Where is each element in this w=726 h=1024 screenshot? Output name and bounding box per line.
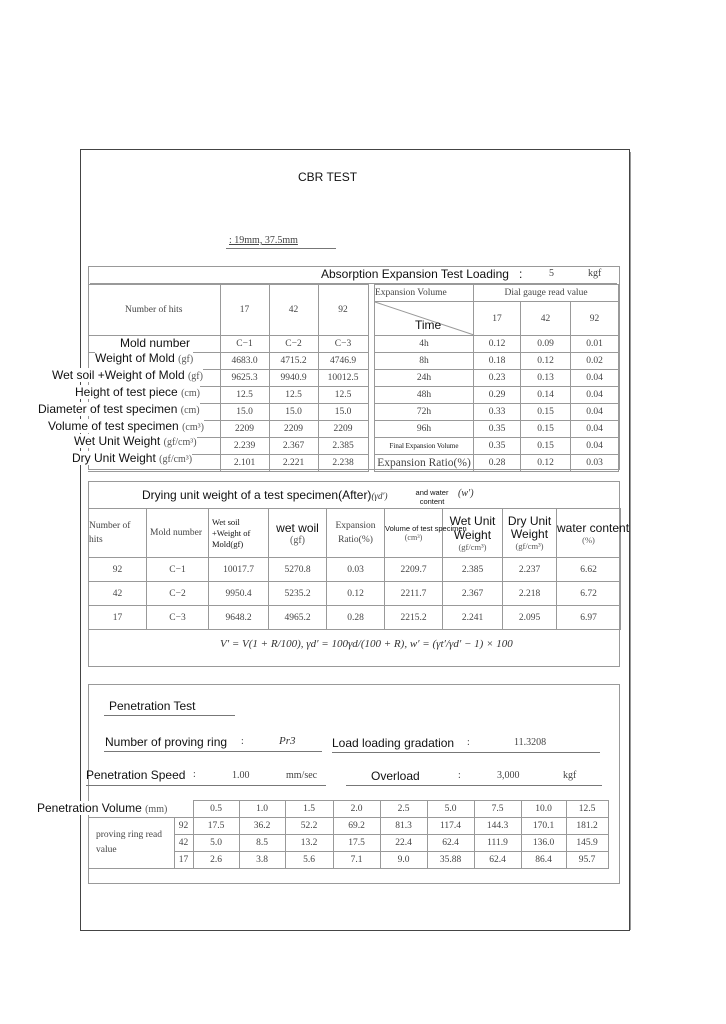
drying-row1-wet-soil: 10017.7 <box>209 558 269 582</box>
penetration-speed-unit: mm/sec <box>286 770 318 781</box>
dial-24h-17: 0.23 <box>474 370 521 387</box>
pen-42-0: 5.0 <box>193 835 239 852</box>
wet-soil-2: 9940.9 <box>269 370 318 387</box>
dial-48h-92: 0.04 <box>571 387 619 404</box>
drying-row3-hits: 17 <box>89 606 147 630</box>
pen-92-2: 52.2 <box>285 818 333 835</box>
drying-row3-dry-unit: 2.095 <box>503 606 557 630</box>
height-3: 12.5 <box>318 387 368 404</box>
drying-header-wet-woil: wet woil (gf) <box>269 509 327 558</box>
max-particle-size: : 19mm, 37.5mm <box>229 235 298 246</box>
proving-ring-label: Number of proving ring <box>105 735 228 749</box>
pen-17-0: 2.6 <box>193 852 239 869</box>
time-24h: 24h <box>375 370 474 387</box>
drying-row1-wet-unit: 2.385 <box>443 558 503 582</box>
time-72h: 72h <box>375 404 474 421</box>
dial-24h-92: 0.04 <box>571 370 619 387</box>
drying-header-mold: Mold number <box>147 509 209 558</box>
drying-water-symbol: (w′) <box>458 488 474 499</box>
final-expansion-42: 0.15 <box>521 438 571 455</box>
mold-number-3: C−3 <box>318 336 368 353</box>
time-48h: 48h <box>375 387 474 404</box>
drying-row2-wet-soil: 9950.4 <box>209 582 269 606</box>
pen-42-6: 111.9 <box>474 835 521 852</box>
pen-17-7: 86.4 <box>521 852 566 869</box>
time-8h: 8h <box>375 353 474 370</box>
drying-formula: V′ = V(1 + R/100), γd′ = 100γd/(100 + R), w′ = (γt′/γd′ − 1) × 100 <box>220 638 513 650</box>
mold-number-label: Mold number <box>120 336 191 350</box>
drying-row3-wet-woil: 4965.2 <box>269 606 327 630</box>
absorption-loading-label: Absorption Expansion Test Loading <box>321 267 509 281</box>
pen-92-7: 170.1 <box>521 818 566 835</box>
hits-42: 42 <box>269 285 318 336</box>
pen-92-1: 36.2 <box>239 818 285 835</box>
expansion-volume-label: Expansion Volume <box>375 285 474 302</box>
pen-17-2: 5.6 <box>285 852 333 869</box>
drying-row1-wet-woil: 5270.8 <box>269 558 327 582</box>
wet-soil-3: 10012.5 <box>318 370 368 387</box>
pen-92-8: 181.2 <box>566 818 608 835</box>
dial-48h-42: 0.14 <box>521 387 571 404</box>
load-gradation-underline <box>332 752 600 753</box>
height-label: Height of test piece (cm) <box>75 385 200 399</box>
penetration-title-underline <box>104 715 235 716</box>
drying-row3-wet-soil: 9648.2 <box>209 606 269 630</box>
drying-row2-mold: C−2 <box>147 582 209 606</box>
volume-1-0: 1.0 <box>239 801 285 818</box>
dial-hits-42: 42 <box>521 302 571 336</box>
pen-hits-17: 17 <box>174 852 193 869</box>
final-expansion-17: 0.35 <box>474 438 521 455</box>
drying-table <box>88 508 630 630</box>
load-gradation-value: 11.3208 <box>514 737 547 748</box>
page-title: CBR TEST <box>298 170 358 184</box>
pen-92-4: 81.3 <box>380 818 427 835</box>
pen-17-5: 35.88 <box>427 852 474 869</box>
mold-number-1: C−1 <box>220 336 269 353</box>
penetration-speed-value: 1.00 <box>232 770 250 781</box>
dial-8h-17: 0.18 <box>474 353 521 370</box>
pen-42-5: 62.4 <box>427 835 474 852</box>
drying-row2-wet-woil: 5235.2 <box>269 582 327 606</box>
dial-96h-17: 0.35 <box>474 421 521 438</box>
drying-row1-water: 6.62 <box>557 558 621 582</box>
hits-17: 17 <box>220 285 269 336</box>
drying-row1-volume: 2209.7 <box>385 558 443 582</box>
penetration-volume-label: Penetration Volume (mm) <box>37 801 168 815</box>
max-particle-underline <box>226 248 336 249</box>
wet-unit-3: 2.385 <box>318 438 368 455</box>
volume-12-5: 12.5 <box>566 801 608 818</box>
diameter-2: 15.0 <box>269 404 318 421</box>
volume-3: 2209 <box>318 421 368 438</box>
dial-72h-42: 0.15 <box>521 404 571 421</box>
pen-42-8: 145.9 <box>566 835 608 852</box>
time-label: Time <box>415 318 442 332</box>
drying-row3-exp-ratio: 0.28 <box>327 606 385 630</box>
volume-10-0: 10.0 <box>521 801 566 818</box>
height-2: 12.5 <box>269 387 318 404</box>
drying-row2-volume: 2211.7 <box>385 582 443 606</box>
drying-header-volume: Volume of test specimen (cm³) <box>385 509 443 558</box>
final-expansion-label: Final Expansion Volume <box>375 438 474 455</box>
drying-row2-dry-unit: 2.218 <box>503 582 557 606</box>
drying-header-wet-unit: Wet Unit Weight (gf/cm³) <box>443 509 503 558</box>
proving-ring-underline <box>104 751 322 752</box>
volume-label: Volume of test specimen (cm³) <box>48 419 204 433</box>
drying-title: Drying unit weight of a test specimen(After)(γd′) <box>142 488 388 502</box>
drying-header-exp-ratio: Expansion Ratio(%) <box>327 509 385 558</box>
diameter-label: Diameter of test specimen (cm) <box>38 402 200 416</box>
drying-header-wet-soil: Wet soil +Weight of Mold(gf) <box>209 509 269 558</box>
time-4h: 4h <box>375 336 474 353</box>
time-96h: 96h <box>375 421 474 438</box>
expansion-ratio-42: 0.12 <box>521 455 571 472</box>
dial-8h-42: 0.12 <box>521 353 571 370</box>
dial-hits-92: 92 <box>571 302 619 336</box>
mold-weight-label: Weight of Mold (gf) <box>95 351 194 365</box>
dial-96h-92: 0.04 <box>571 421 619 438</box>
expansion-ratio-label: Expansion Ratio(%) <box>375 455 474 472</box>
diameter-3: 15.0 <box>318 404 368 421</box>
wet-unit-label: Wet Unit Weight (gf/cm³) <box>74 434 197 448</box>
overload-label: Overload <box>371 769 420 783</box>
drying-row1-hits: 92 <box>89 558 147 582</box>
pen-17-8: 95.7 <box>566 852 608 869</box>
pen-42-7: 136.0 <box>521 835 566 852</box>
dial-24h-42: 0.13 <box>521 370 571 387</box>
dry-unit-3: 2.238 <box>318 455 368 472</box>
mold-number-2: C−2 <box>269 336 318 353</box>
load-gradation-label: Load loading gradation <box>332 736 455 750</box>
dry-unit-2: 2.221 <box>269 455 318 472</box>
pen-17-3: 7.1 <box>333 852 380 869</box>
pen-42-2: 13.2 <box>285 835 333 852</box>
dial-48h-17: 0.29 <box>474 387 521 404</box>
volume-1: 2209 <box>220 421 269 438</box>
pen-92-3: 69.2 <box>333 818 380 835</box>
pen-92-6: 144.3 <box>474 818 521 835</box>
proving-ring-read-label: proving ring read value <box>88 818 174 869</box>
volume-7-5: 7.5 <box>474 801 521 818</box>
wet-soil-label: Wet soil +Weight of Mold (gf) <box>52 368 203 382</box>
volume-2: 2209 <box>269 421 318 438</box>
drying-row3-wet-unit: 2.241 <box>443 606 503 630</box>
penetration-speed-colon: : <box>193 769 196 780</box>
pen-42-3: 17.5 <box>333 835 380 852</box>
mold-weight-1: 4683.0 <box>220 353 269 370</box>
pen-17-4: 9.0 <box>380 852 427 869</box>
diameter-1: 15.0 <box>220 404 269 421</box>
drying-row3-volume: 2215.2 <box>385 606 443 630</box>
drying-row1-exp-ratio: 0.03 <box>327 558 385 582</box>
drying-row2-water: 6.72 <box>557 582 621 606</box>
dial-72h-92: 0.04 <box>571 404 619 421</box>
penetration-volume-label-cell <box>88 801 193 818</box>
wet-unit-1: 2.239 <box>220 438 269 455</box>
volume-2-0: 2.0 <box>333 801 380 818</box>
pen-hits-92: 92 <box>174 818 193 835</box>
volume-0-5: 0.5 <box>193 801 239 818</box>
pen-hits-42: 42 <box>174 835 193 852</box>
penetration-speed-underline <box>86 785 326 786</box>
hits-label: Number of hits <box>88 285 220 336</box>
drying-row2-hits: 42 <box>89 582 147 606</box>
drying-header-water: water content (%) <box>557 509 621 558</box>
drying-water-content-label: and water content <box>415 488 449 506</box>
pen-17-1: 3.8 <box>239 852 285 869</box>
drying-row1-mold: C−1 <box>147 558 209 582</box>
absorption-loading-colon: : <box>519 267 523 281</box>
drying-row3-mold: C−3 <box>147 606 209 630</box>
overload-colon: : <box>458 770 461 781</box>
expansion-ratio-17: 0.28 <box>474 455 521 472</box>
wet-soil-1: 9625.3 <box>220 370 269 387</box>
overload-unit: kgf <box>563 770 577 781</box>
time-header-cell <box>375 302 474 336</box>
mold-weight-2: 4715.2 <box>269 353 318 370</box>
drying-header-hits: Number of hits <box>89 509 147 558</box>
dial-4h-92: 0.01 <box>571 336 619 353</box>
proving-ring-value: Pr3 <box>279 735 296 747</box>
absorption-right-table <box>374 284 619 472</box>
dial-72h-17: 0.33 <box>474 404 521 421</box>
final-expansion-92: 0.04 <box>571 438 619 455</box>
absorption-loading-value: 5 <box>549 268 554 279</box>
volume-5-0: 5.0 <box>427 801 474 818</box>
pen-92-5: 117.4 <box>427 818 474 835</box>
dial-4h-42: 0.09 <box>521 336 571 353</box>
pen-42-4: 22.4 <box>380 835 427 852</box>
mold-weight-3: 4746.9 <box>318 353 368 370</box>
load-gradation-colon: : <box>467 737 470 748</box>
pen-17-6: 62.4 <box>474 852 521 869</box>
absorption-loading-unit: kgf <box>588 268 602 279</box>
pen-42-1: 8.5 <box>239 835 285 852</box>
overload-underline <box>346 785 602 786</box>
dial-4h-17: 0.12 <box>474 336 521 353</box>
penetration-speed-label: Penetration Speed <box>86 768 186 782</box>
overload-value: 3,000 <box>497 770 520 781</box>
drying-row3-water: 6.97 <box>557 606 621 630</box>
volume-2-5: 2.5 <box>380 801 427 818</box>
wet-unit-2: 2.367 <box>269 438 318 455</box>
hits-92: 92 <box>318 285 368 336</box>
dry-unit-1: 2.101 <box>220 455 269 472</box>
proving-ring-colon: : <box>241 736 244 747</box>
drying-row1-dry-unit: 2.237 <box>503 558 557 582</box>
drying-header-dry-unit: Dry Unit Weight (gf/cm³) <box>503 509 557 558</box>
penetration-table <box>88 800 609 869</box>
dry-unit-label: Dry Unit Weight (gf/cm³) <box>72 451 193 465</box>
drying-row2-wet-unit: 2.367 <box>443 582 503 606</box>
expansion-ratio-92: 0.03 <box>571 455 619 472</box>
dial-hits-17: 17 <box>474 302 521 336</box>
drying-row2-exp-ratio: 0.12 <box>327 582 385 606</box>
dial-gauge-label: Dial gauge read value <box>474 285 619 302</box>
dial-96h-42: 0.15 <box>521 421 571 438</box>
dial-8h-92: 0.02 <box>571 353 619 370</box>
frame-right-shadow <box>630 152 631 930</box>
penetration-title: Penetration Test <box>109 699 196 713</box>
pen-92-0: 17.5 <box>193 818 239 835</box>
volume-1-5: 1.5 <box>285 801 333 818</box>
height-1: 12.5 <box>220 387 269 404</box>
